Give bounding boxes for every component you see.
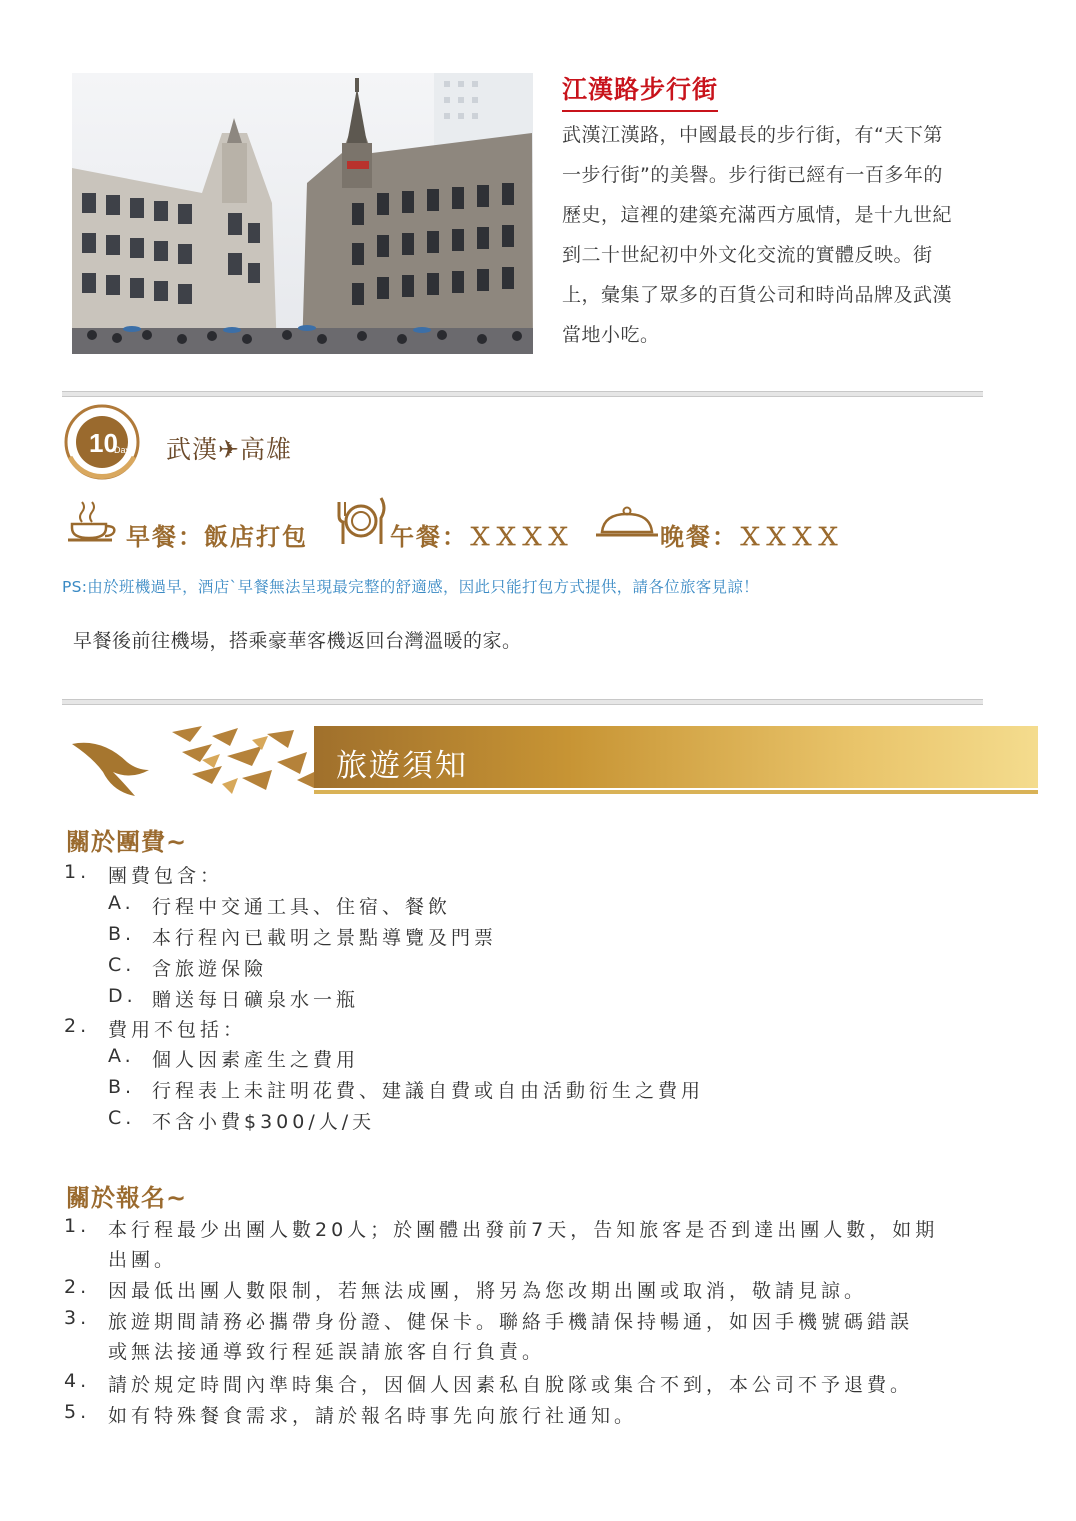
item-text: 或無法接通導致行程延誤請旅客自行負責。 [108, 1341, 546, 1363]
item-text: 行程中交通工具、住宿、餐飲 [152, 896, 452, 918]
day-badge [62, 402, 142, 482]
breakfast-label: 早餐：飯店打包 [126, 523, 308, 551]
item-number: 2. [64, 1015, 91, 1037]
fees-section-title: 關於團費~ [66, 828, 188, 856]
item-number: 4. [64, 1370, 91, 1392]
plate-cutlery-icon [334, 494, 388, 550]
travel-notice-banner [62, 722, 1038, 800]
item-number: 1. [64, 861, 91, 883]
item-number: A. [108, 1045, 135, 1067]
attraction-desc-line: 武漢江漢路，中國最長的步行街，有“天下第 [562, 124, 943, 146]
day-description: 早餐後前往機場，搭乘豪華客機返回台灣溫暖的家。 [73, 630, 522, 652]
item-number: 2. [64, 1276, 91, 1298]
item-text: 本行程內已載明之景點導覽及門票 [152, 927, 498, 949]
jianghan-road-image [72, 73, 533, 354]
item-text: 費用不包括： [108, 1019, 247, 1041]
item-text: 個人因素產生之費用 [152, 1049, 360, 1071]
item-number: A. [108, 892, 135, 914]
day-route: 武漢✈高雄 [166, 435, 292, 464]
item-text: 請於規定時間內準時集合，因個人因素私自脫隊或集合不到，本公司不予退費。 [108, 1374, 914, 1396]
lunch-label: 午餐：ＸＸＸＸ [390, 523, 572, 551]
section-divider [62, 699, 983, 705]
signup-section-title: 關於報名~ [66, 1184, 188, 1212]
item-text: 贈送每日礦泉水一瓶 [152, 989, 360, 1011]
item-text: 如有特殊餐食需求，請於報名時事先向旅行社通知。 [108, 1405, 638, 1427]
item-number: D. [108, 985, 137, 1007]
day-unit: Day [114, 445, 131, 455]
item-text: 因最低出團人數限制，若無法成團，將另為您改期出團或取消，敬請見諒。 [108, 1280, 868, 1302]
coffee-cup-icon [66, 498, 120, 548]
day-number: 10 [89, 428, 118, 458]
attraction-desc-line: 一步行街”的美譽。步行街已經有一百多年的 [562, 164, 943, 186]
item-text: 旅遊期間請務必攜帶身份證、健保卡。聯絡手機請保持暢通，如因手機號碼錯誤 [108, 1311, 914, 1333]
ps-note: PS:由於班機過早，酒店`早餐無法呈現最完整的舒適感，因此只能打包方式提供，請各位旅客見諒！ [62, 578, 759, 596]
attraction-desc-line: 當地小吃。 [562, 324, 660, 346]
item-text: 行程表上未註明花費、建議自費或自由活動衍生之費用 [152, 1080, 705, 1102]
cloche-icon [594, 506, 660, 544]
item-text: 團費包含： [108, 865, 224, 887]
item-text: 含旅遊保險 [152, 958, 268, 980]
banner-title: 旅遊須知 [336, 748, 468, 784]
item-number: 5. [64, 1401, 91, 1423]
item-number: C. [108, 1107, 136, 1129]
dinner-label: 晚餐：ＸＸＸＸ [660, 523, 842, 551]
attraction-description [562, 115, 1002, 355]
item-number: B. [108, 1076, 136, 1098]
item-text: 出團。 [108, 1249, 178, 1271]
item-text: 不含小費$300/人/天 [152, 1111, 376, 1133]
attraction-desc-line: 上，彙集了眾多的百貨公司和時尚品牌及武漢 [562, 284, 953, 306]
attraction-desc-line: 歷史，這裡的建築充滿西方風情，是十九世紀 [562, 204, 953, 226]
item-number: B. [108, 923, 136, 945]
item-number: 3. [64, 1307, 91, 1329]
section-divider [62, 391, 983, 397]
attraction-desc-line: 到二十世紀初中外文化交流的實體反映。街 [562, 244, 933, 266]
item-text: 本行程最少出團人數20人；於團體出發前7天，告知旅客是否到達出團人數，如期 [108, 1219, 939, 1241]
attraction-title: 江漢路步行街 [562, 70, 718, 112]
item-number: C. [108, 954, 136, 976]
item-number: 1. [64, 1215, 91, 1237]
street-photo [72, 73, 533, 354]
